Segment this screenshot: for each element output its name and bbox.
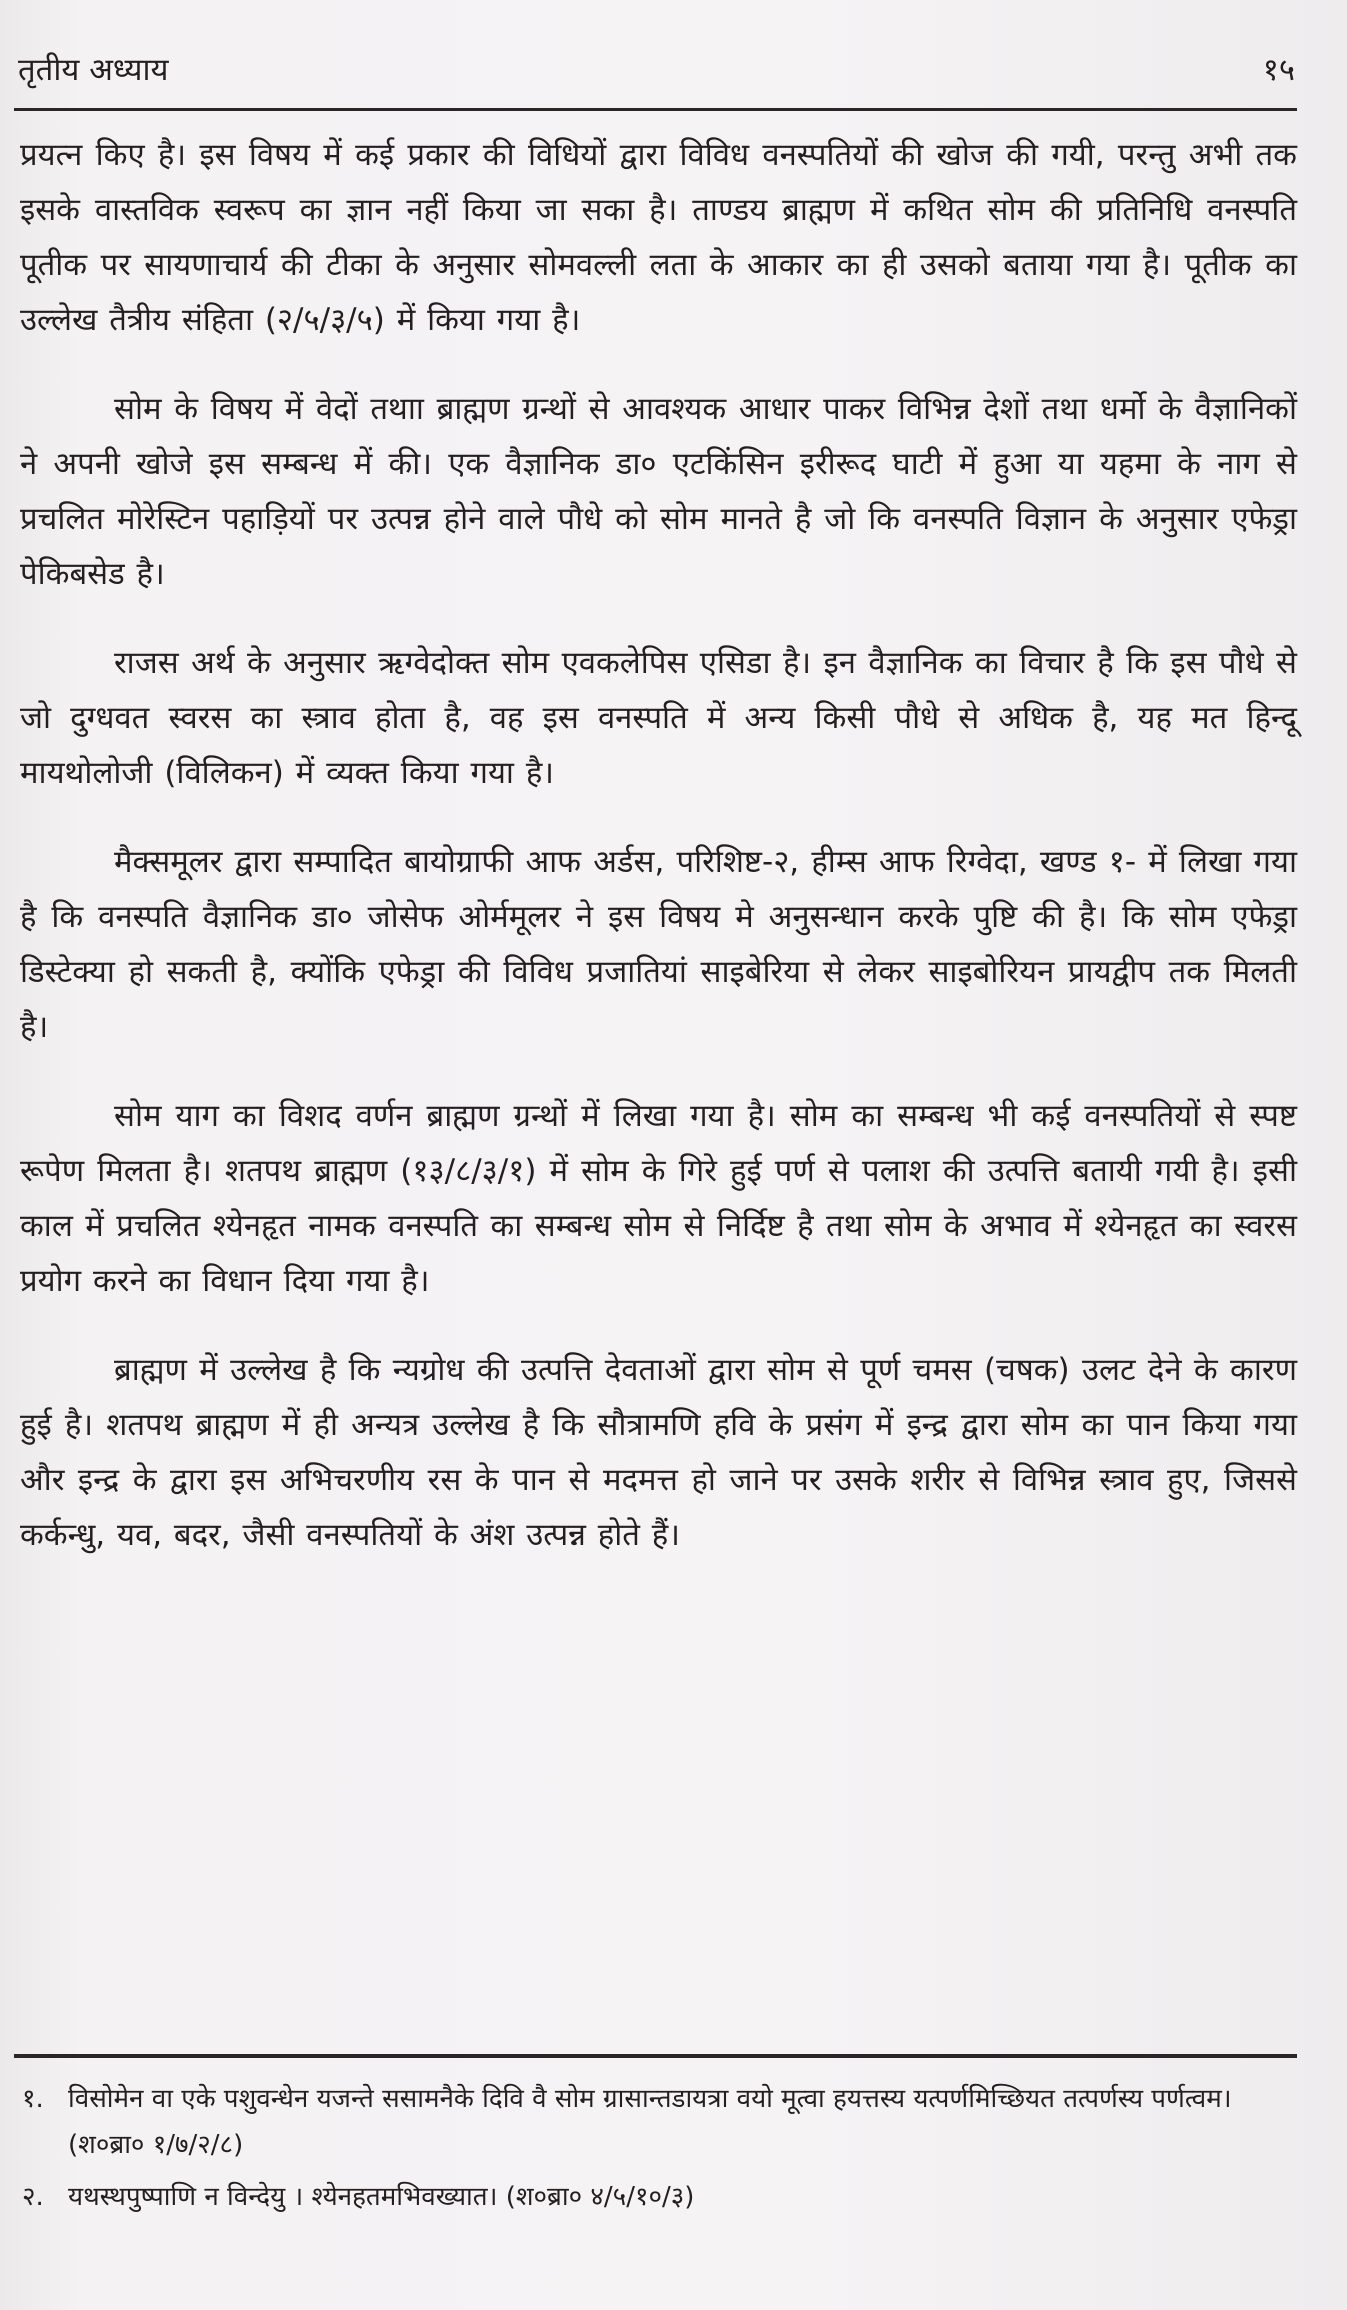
- footnote-rule: [14, 2054, 1297, 2058]
- footnote-marker: २.: [22, 2182, 44, 2212]
- paragraph: मैक्समूलर द्वारा सम्पादित बायोग्राफी आफ अर्डस, परिशिष्ट-२, हीम्स आफ रिग्वेदा, खण्ड १- में लिखा गया है कि वनस्पति वैज्ञानिक डा० जोसेफ ओर्ममूलर ने इस विषय मे अनुसन्धान करके पुष्टि की है। कि सोम एफेड्रा डिस्टेक्या हो सकती है, क्योंकि एफेड्रा की विविध प्रजातियां साइबेरिया से लेकर साइबोरियन प्रायद्वीप तक मिलती है।: [20, 844, 1297, 1045]
- running-head: तृतीय अध्याय: [18, 52, 169, 88]
- footnotes: [22, 2076, 1297, 2226]
- paragraph: ब्राह्मण में उल्लेख है कि न्यग्रोध की उत्पत्ति देवताओं द्वारा सोम से पूर्ण चमस (चषक) उलट देने के कारण हुई है। शतपथ ब्राह्मण में ही अन्यत्र उल्लेख है कि सौत्रामणि हवि के प्रसंग में इन्द्र द्वारा सोम का पान किया गया और इन्द्र के द्वारा इस अभिचरणीय रस के पान से मदमत्त हो जाने पर उसके शरीर से विभिन्न स्त्राव हुए, जिससे कर्कन्धु, यव, बदर, जैसी वनस्पतियों के अंश उत्पन्न होते हैं।: [20, 1352, 1297, 1553]
- header-rule: [14, 108, 1297, 111]
- footnote-text: विसोमेन वा एके पशुवन्धेन यजन्ते ससामनैके दिवि वै सोम ग्रासान्तडायत्रा वयो मूत्वा हयत्तस्य यत्पर्णमिच्छियत तत्पर्णस्य पर्णत्वम। (श०ब्रा० १/७/२/८): [68, 2084, 1232, 2160]
- paragraph: सोम याग का विशद वर्णन ब्राह्मण ग्रन्थों में लिखा गया है। सोम का सम्बन्ध भी कई वनस्पतियों से स्पष्ट रूपेण मिलता है। शतपथ ब्राह्मण (१३/८/३/१) में सोम के गिरे हुई पर्ण से पलाश की उत्पत्ति बतायी गयी है। इसी काल में प्रचलित श्येनहृत नामक वनस्पति का सम्बन्ध सोम से निर्दिष्ट है तथा सोम के अभाव में श्येनहृत का स्वरस प्रयोग करने का विधान दिया गया है।: [20, 1098, 1297, 1299]
- footnote: [22, 2174, 1297, 2220]
- footnote: [22, 2076, 1297, 2168]
- body-text: [20, 128, 1297, 1597]
- paragraph: सोम के विषय में वेदों तथाा ब्राह्मण ग्रन्थों से आवश्यक आधार पाकर विभिन्न देशों तथा धर्मो के वैज्ञानिकों ने अपनी खोजे इस सम्बन्ध में की। एक वैज्ञानिक डा० एटकिंसिन इरीरूद घाटी में हुआ या यहमा के नाग से प्रचलित मोरेस्टिन पहाड़ियों पर उत्पन्न होने वाले पौधे को सोम मानते है जो कि वनस्पति विज्ञान के अनुसार एफेड्रा पेकिबसेड है।: [20, 391, 1297, 592]
- paragraph: राजस अर्थ के अनुसार ऋग्वेदोक्त सोम एवकलेपिस एसिडा है। इन वैज्ञानिक का विचार है कि इस पौधे से जो दुग्धवत स्वरस का स्त्राव होता है, वह इस वनस्पति में अन्य किसी पौधे से अधिक है, यह मत हिन्दू मायथोलोजी (विलिकन) में व्यक्त किया गया है।: [20, 645, 1297, 791]
- page-number: १५: [1262, 52, 1295, 88]
- paragraph: प्रयत्न किए है। इस विषय में कई प्रकार की विधियों द्वारा विविध वनस्पतियों की खोज की गयी, परन्तु अभी तक इसके वास्तविक स्वरूप का ज्ञान नहीं किया जा सका है। ताण्डय ब्राह्मण में कथित सोम की प्रतिनिधि वनस्पति पूतीक पर सायणाचार्य की टीका के अनुसार सोमवल्ली लता के आकार का ही उसको बताया गया है। पूतीक का उल्लेख तैत्रीय संहिता (२/५/३/५) में किया गया है।: [20, 137, 1297, 338]
- page-header: [18, 40, 1295, 100]
- footnote-marker: १.: [22, 2084, 44, 2114]
- footnote-text: यथस्थपुष्पाणि न विन्देयु । श्येनहतमभिवख्यात। (श०ब्रा० ४/५/१०/३): [68, 2182, 695, 2212]
